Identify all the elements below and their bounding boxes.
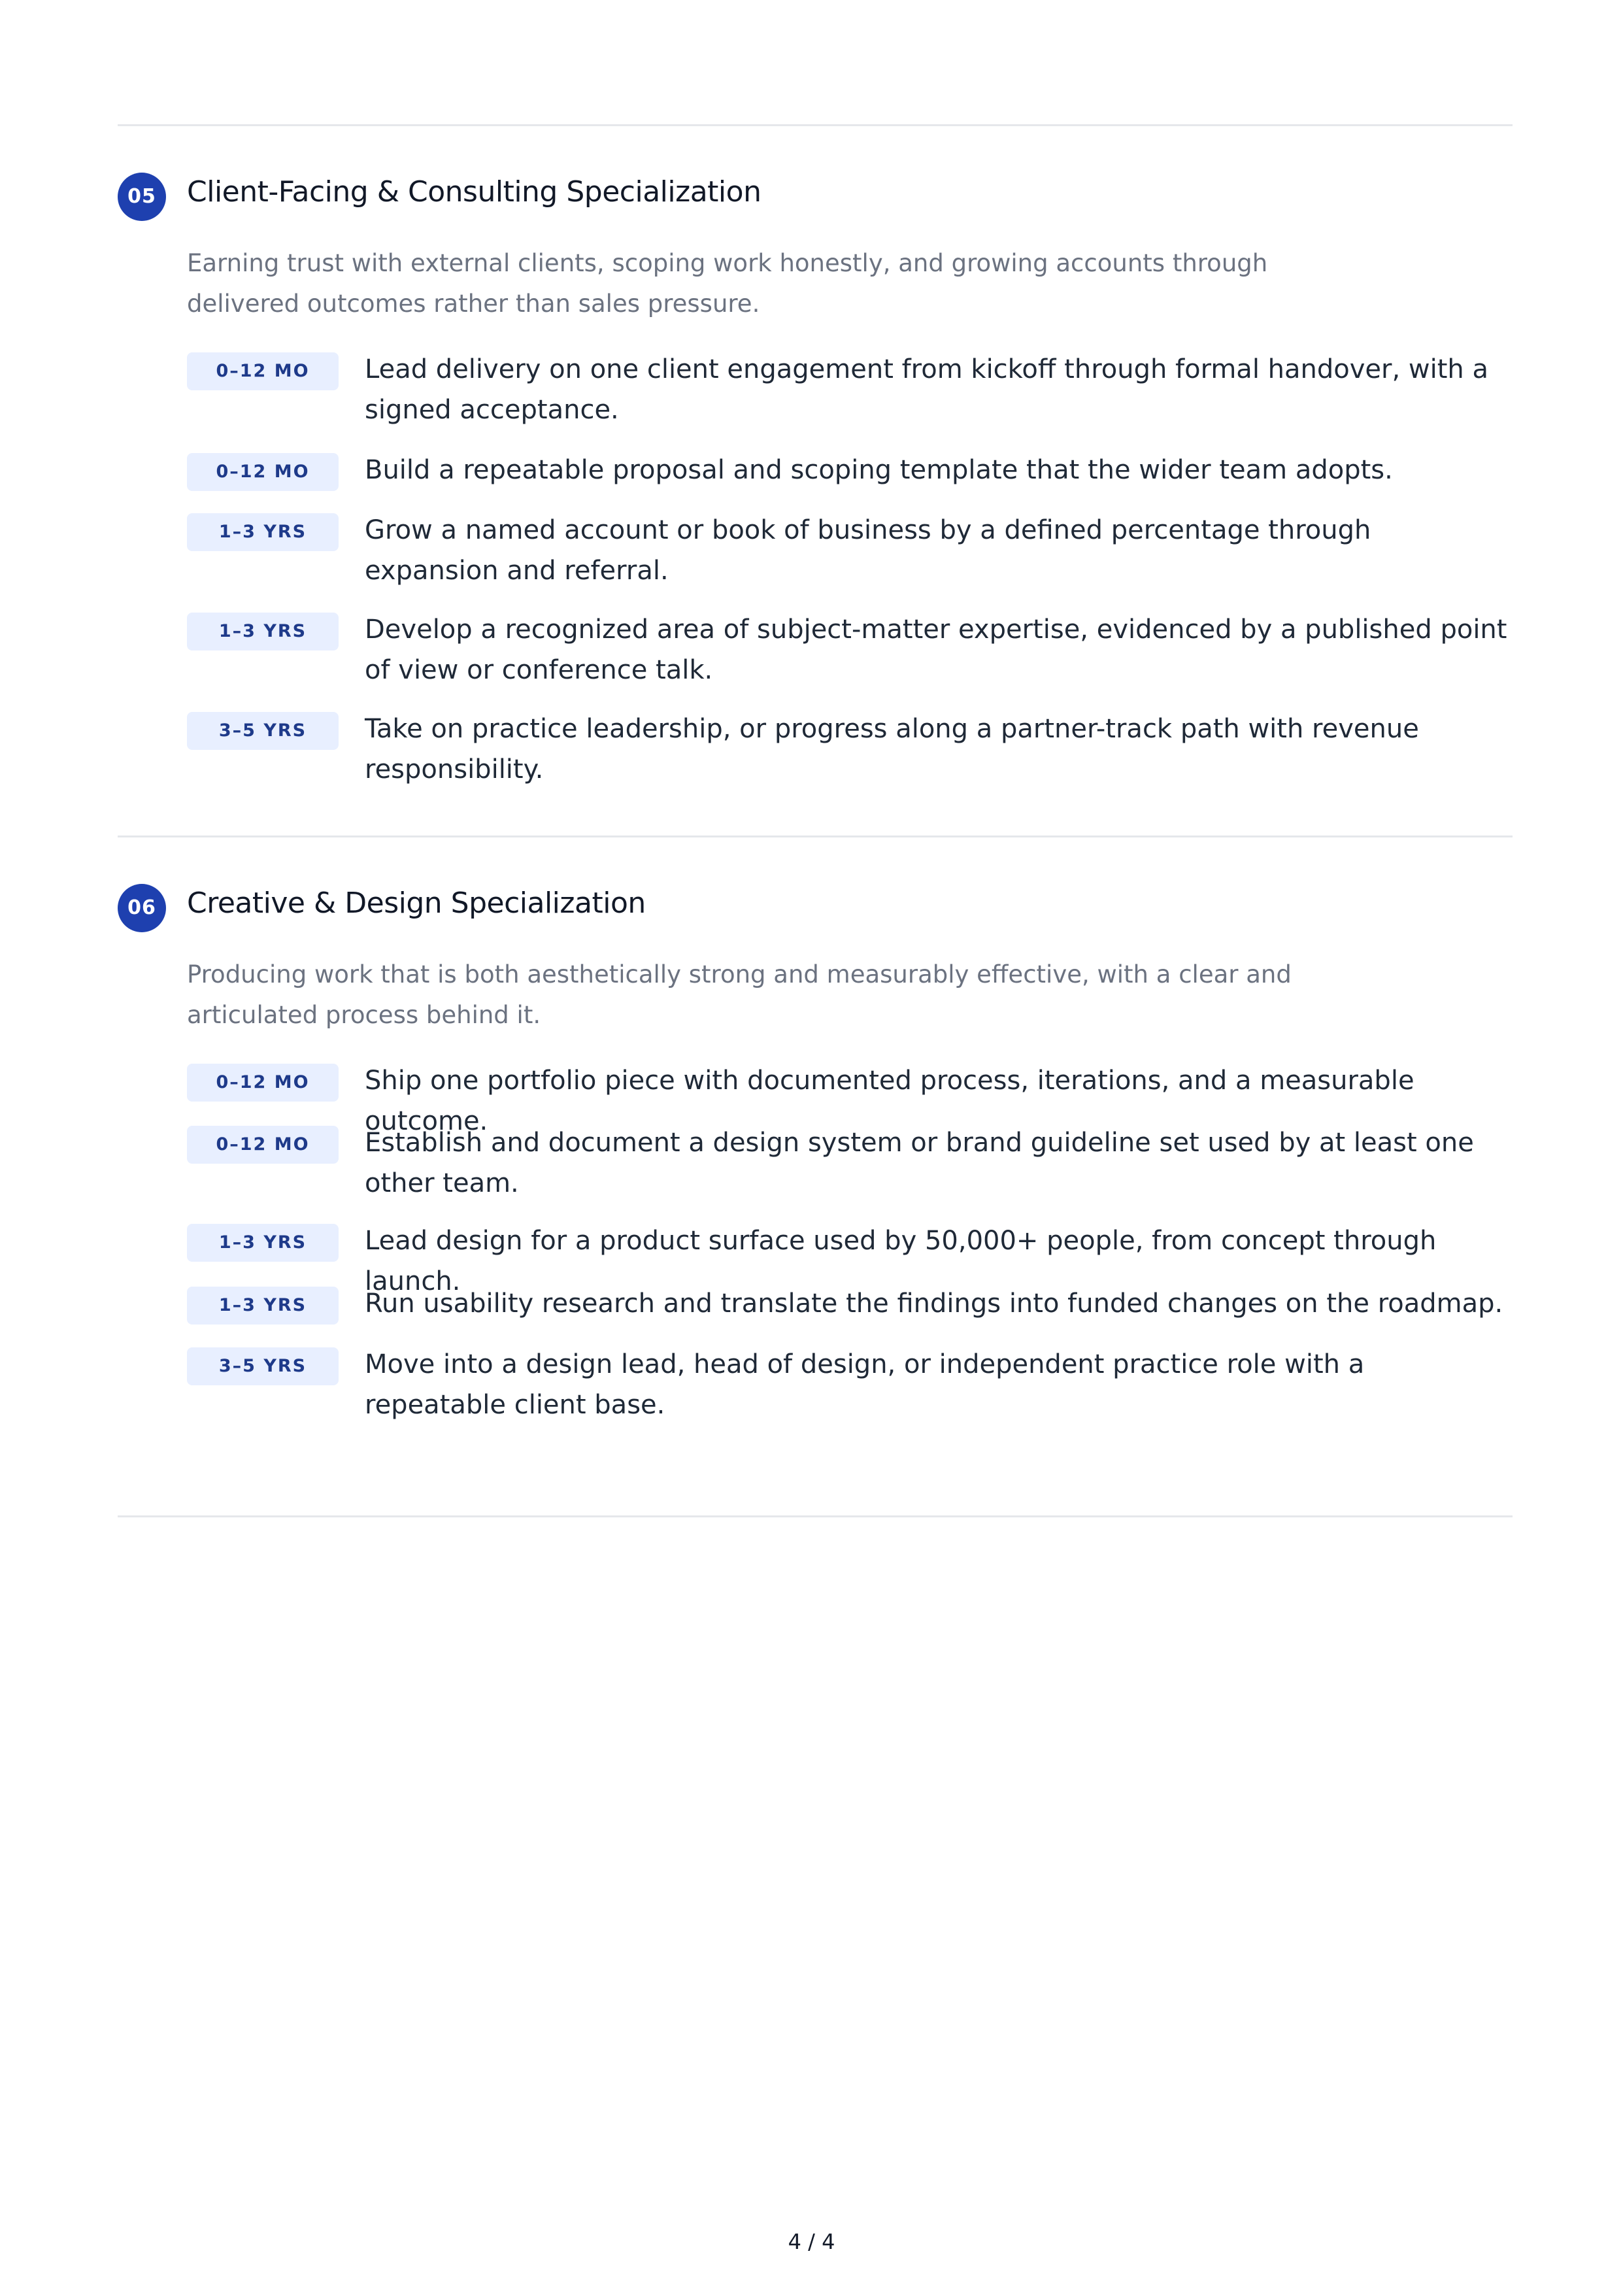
timeframe-badge: 3–5 YRS: [187, 712, 339, 750]
milestone-text: Lead design for a product surface used by 50,000+ people, from concept through launch.: [365, 1226, 1437, 1296]
timeframe-badge: 1–3 YRS: [187, 1224, 339, 1262]
top-divider: [118, 124, 1513, 126]
milestone-text: Build a repeatable proposal and scoping template that the wider team adopts.: [365, 455, 1393, 485]
bottom-divider: [118, 1515, 1513, 1517]
timeframe-badge: 0–12 MO: [187, 1126, 339, 1164]
timeframe-badge: 0–12 MO: [187, 352, 339, 390]
page-indicator: 4 / 4: [788, 2229, 835, 2254]
milestone-text: Develop a recognized area of subject-matter expertise, evidenced by a published point of view or conference talk.: [365, 615, 1507, 685]
timeframe-badge: 1–3 YRS: [187, 513, 339, 551]
milestone-text: Move into a design lead, head of design, or independent practice role with a repeatable client base.: [365, 1349, 1365, 1420]
timeframe-badge: 3–5 YRS: [187, 1347, 339, 1385]
milestone-text: Establish and document a design system or brand guideline set used by at least one other team.: [365, 1128, 1474, 1198]
milestone-text: Lead delivery on one client engagement from kickoff through formal handover, with a signed acceptance.: [365, 354, 1488, 425]
milestone-list: [187, 1060, 1513, 1429]
section-description: Producing work that is both aesthetically strong and measurably effective, with a clear and articulated process behind it.: [187, 960, 1292, 1029]
timeframe-badge: 0–12 MO: [187, 1064, 339, 1102]
milestone-item: [187, 1123, 1513, 1221]
milestone-item: [187, 510, 1513, 609]
section-header: [118, 171, 1513, 224]
milestone-text: Grow a named account or book of business by a defined percentage through expansion and referral.: [365, 515, 1371, 586]
section-creative-design: [118, 883, 1513, 1429]
milestone-text: Run usability research and translate the findings into funded changes on the roadmap.: [365, 1289, 1503, 1319]
section-title: Client-Facing & Consulting Specialization: [187, 175, 761, 209]
milestone-item: [187, 709, 1513, 794]
section-description: Earning trust with external clients, scoping work honestly, and growing accounts through delivered outcomes rather than sales pressure.: [187, 249, 1268, 318]
section-divider: [118, 836, 1513, 837]
section-number-badge: 05: [118, 173, 166, 221]
milestone-text: Ship one portfolio piece with documented process, iterations, and a measurable outcome.: [365, 1066, 1414, 1136]
milestone-item: [187, 1060, 1513, 1136]
section-number-badge: 06: [118, 884, 166, 932]
timeframe-badge: 0–12 MO: [187, 453, 339, 491]
milestone-text: Take on practice leadership, or progress along a partner-track path with revenue responsibility.: [365, 714, 1419, 785]
milestone-item: [187, 1344, 1513, 1429]
milestone-item: [187, 1221, 1513, 1296]
milestone-list: [187, 349, 1513, 794]
section-title: Creative & Design Specialization: [187, 886, 646, 920]
timeframe-badge: 1–3 YRS: [187, 613, 339, 650]
section-header: [118, 883, 1513, 935]
timeframe-badge: 1–3 YRS: [187, 1287, 339, 1325]
section-client-facing: [118, 171, 1513, 794]
milestone-item: [187, 349, 1513, 450]
milestone-item: [187, 1283, 1513, 1344]
milestone-item: [187, 609, 1513, 709]
milestone-item: [187, 450, 1513, 510]
